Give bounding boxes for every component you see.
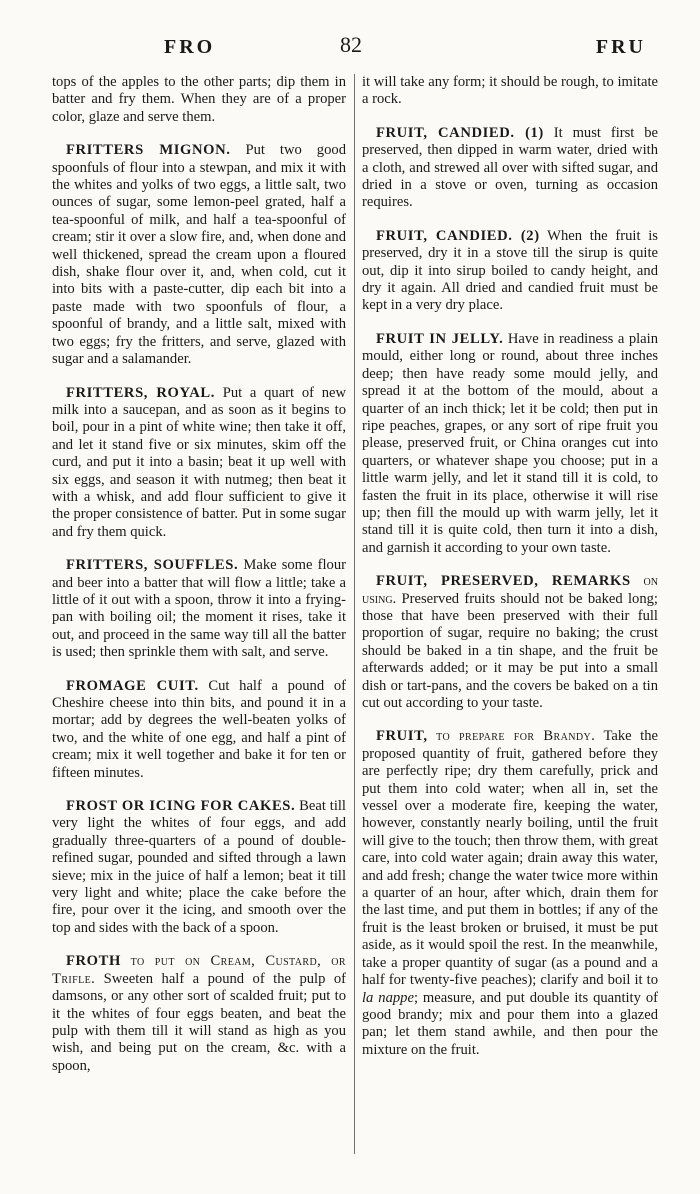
recipe-title: FRITTERS, ROYAL. [66, 384, 215, 401]
recipe-title: FRITTERS MIGNON. [66, 142, 231, 159]
recipe-entry [52, 557, 346, 661]
recipe-body: it will take any form; it should be rough, to imitate a rock. [362, 74, 658, 108]
recipe-body: Put a quart of new milk into a saucepan, and as soon as it begins to boil, pour in a pint of white wine; then take it off, and let it stand five or six minutes, skim off the curd, and put it into a basin; beat it up well with six eggs, and season it with nutmeg; then beat it with a whisk, and add flour sufficient to give it the proper consistence of batter. Put in some sugar and fry them quick. [52, 384, 347, 540]
recipe-entry [362, 331, 658, 557]
recipe-entry [52, 385, 346, 542]
recipe-title: FRUIT, [376, 728, 428, 745]
recipe-entry [52, 74, 346, 126]
recipe-subtitle: on using. [362, 573, 658, 607]
recipe-body: When the fruit is preserved, dry it in a stove till the sirup is quite out, dip it into sirup boiled to candy height, and dry it again. All dried and candied fruit must be kept in a very dry place. [362, 227, 658, 314]
page-header [52, 32, 682, 66]
recipe-body: ; measure, and put double its quantity of good brandy; mix and pour them into a glazed pan; let them stand awhile, and then pour the mixture on the fruit. [362, 989, 658, 1058]
recipe-entry [52, 142, 346, 368]
recipe-title: FRUIT IN JELLY. [376, 330, 504, 347]
recipe-body: Take the proposed quantity of fruit, gathered before they are perfectly ripe; dry them carefully, prick and put them into cold water; when all in, set the vessel over a moderate fire, keeping the water, however, constantly nearly boiling, until the fruit will give to the touch; then throw them, with great care, into cold water again; drain away this water, and add fresh; change the water twice more within a quarter of an hour, after which, drain them for the last time, and put them in bottles; if any of the fruit is the least broken or bruised, it must be put aside, as it would spoil the rest. In the meanwhile, take a proper quantity of sugar (as a pound and a half for twenty-five peaches); clarify and boil it to [362, 728, 658, 989]
running-head-left: FRO [164, 36, 216, 58]
left-column [52, 74, 346, 1091]
recipe-body: Have in readiness a plain mould, either long or round, about three inches deep; then have ready some mould jelly, and spread it at the bottom of the mould, about a quarter of an inch thick; let it be cold; then put in ripe peaches, grapes, or any sort of ripe fruit you please, preserved fruit, or China oranges cut into quarters, or whatever shape you choose; put in a little warm jelly, and let it stand till it is cold, to fasten the fruit in its place, otherwise it will rise up; then fill the mould up with warm jelly, let it stand till it is quite cold, then turn it into a dish, and garnish it according to your own taste. [362, 330, 658, 556]
recipe-entry [362, 728, 658, 1059]
recipe-entry [362, 74, 658, 109]
recipe-entry [52, 798, 346, 937]
right-column [362, 74, 658, 1075]
recipe-body: Preserved fruits should not be baked long; those that have been preserved with their full proportion of sugar, require no baking; the crust should be baked in a tin shape, and the fruit be afterwards added; or it may be put into a small dish or tart-pans, and the covers be baked on a tin cut out according to your taste. [362, 590, 658, 711]
recipe-title: FROTH [66, 953, 121, 970]
recipe-title: FROMAGE CUIT. [66, 677, 199, 694]
running-head-right: FRU [595, 36, 646, 58]
recipe-title: FRITTERS, SOUFFLES. [66, 557, 239, 574]
recipe-body: It must first be preserved, then dipped in warm water, dried with a cloth, and strewed all over with sifted sugar, and dried in a stove or oven, turning as occasion requires. [362, 124, 658, 211]
recipe-entry [362, 228, 658, 315]
page-number: 82 [340, 32, 362, 57]
recipe-body: tops of the apples to the other parts; dip them in batter and fry them. When they are of a proper color, glaze and serve them. [52, 74, 346, 125]
recipe-entry [362, 125, 658, 212]
recipe-body: Make some flour and beer into a batter that will flow a little; take a little of it out with a spoon, throw it into a frying-pan with boiling oil; the moment it rises, take it out, and proceed in the same way till all the batter is used; then sprinkle them with salt, and serve. [52, 557, 346, 661]
recipe-subtitle: to prepare for Brandy. [436, 728, 596, 745]
recipe-title: FRUIT, PRESERVED, REMARKS [376, 573, 631, 590]
recipe-body: Beat till very light the whites of four eggs, and add gradually three-quarters of a pound of double-refined sugar, pounded and sifted through a lawn sieve; mix in the juice of half a lemon; beat it till very light and white; place the cake before the fire, pour over it the icing, and smooth over the top and sides with the back of a spoon. [52, 798, 346, 936]
recipe-entry [362, 573, 658, 712]
recipe-body: Put two good spoonfuls of flour into a stewpan, and mix it with the whites and yolks of two eggs, a little salt, two ounces of sugar, some lemon-peel grated, half a tea-spoonful of milk, and half a tea-spoonful of cream; stir it over a slow fire, and, when done and well thickened, spread the cream upon a floured dish, shake flour over it, and, when cold, cut it into bits with a paste-cutter, dip each bit into a paste made with two spoonfuls of flour, a spoonful of brandy, and a little salt, mixed with two eggs; fry the fritters, and serve, glazed with sugar and a salamander. [52, 142, 346, 368]
recipe-title: FRUIT, CANDIED. (2) [376, 227, 540, 244]
recipe-entry [52, 953, 346, 1075]
recipe-body: Sweeten half a pound of the pulp of damsons, or any other sort of scalded fruit; put to it the whites of four eggs beaten, and beat the pulp with them till it will stand as high as you wish, and being put on the cream, &c. with a spoon, [52, 970, 347, 1074]
recipe-subtitle: to put on Cream, Custard, or Trifle. [52, 953, 346, 987]
recipe-entry [52, 678, 346, 782]
column-divider [354, 74, 355, 1154]
recipe-title: FRUIT, CANDIED. (1) [376, 124, 544, 141]
recipe-body: Cut half a pound of Cheshire cheese into thin bits, and pound it in a mortar; add by degrees the well-beaten yolks of two, and the white of one egg, and half a pint of cream; mix it well together and bake it for ten or fifteen minutes. [52, 677, 346, 781]
recipe-title: FROST OR ICING FOR CAKES. [66, 798, 296, 815]
recipe-body-italic: la nappe [362, 989, 414, 1006]
